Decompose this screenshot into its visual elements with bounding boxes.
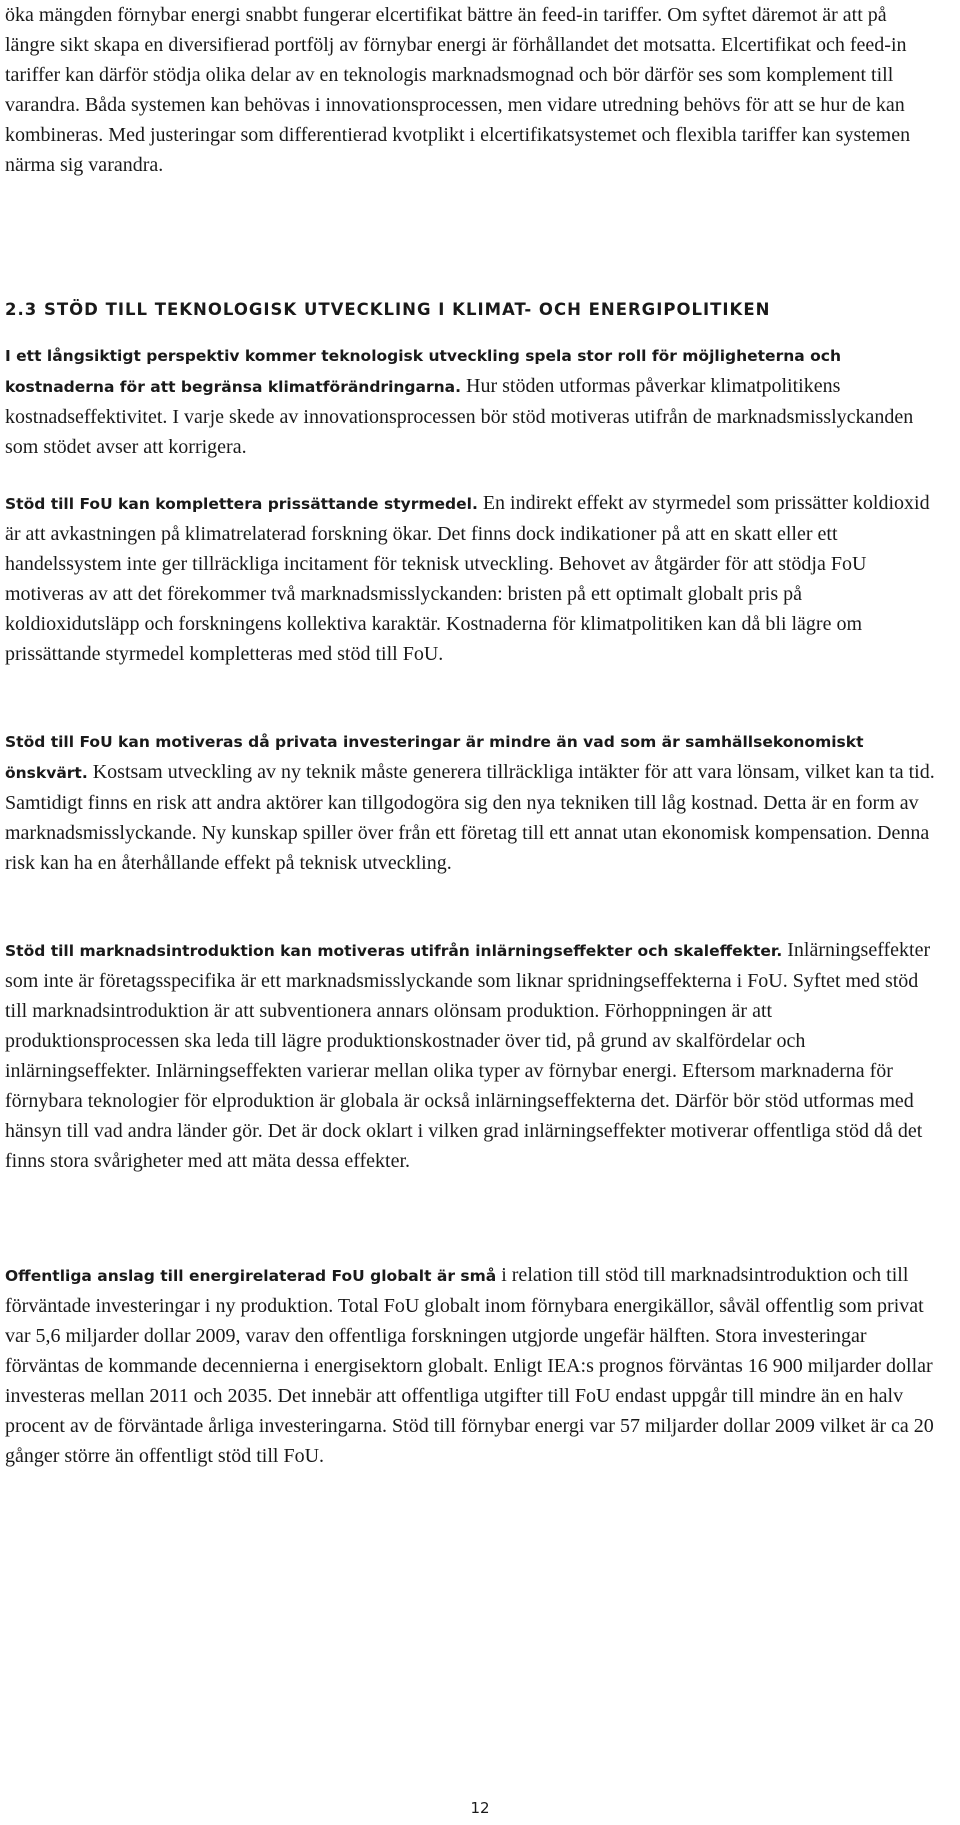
paragraph-long-term-perspective <box>5 340 940 462</box>
paragraph-lead: Stöd till marknadsintroduktion kan motiveras utifrån inlärningseffekter och skaleffekter. <box>5 942 783 960</box>
paragraph-lead: Stöd till FoU kan motiveras då privata investeringar är mindre än vad som är samhällsekonomiskt önskvärt. <box>5 733 864 782</box>
intro-paragraph: öka mängden förnybar energi snabbt fungerar elcertifikat bättre än feed-in tariffer. Om syftet däremot är att på längre sikt skapa en diversifierad portfölj av förnybar energi är förhållandet det motsatta. Elcertifikat och feed-in tariffer kan därför stödja olika delar av en teknologis marknadsmognad och bör därför ses som komplement till varandra. Båda systemen kan behövas i innovationsprocessen, men vidare utredning behövs för att se hur de kan kombineras. Med justeringar som differentierad kvotplikt i elcertifikatsystemet och flexibla tariffer kan systemen närma sig varandra. <box>5 4 911 176</box>
page-number: 12 <box>470 1799 490 1817</box>
paragraph-lead: Offentliga anslag till energirelaterad FoU globalt är små <box>5 1267 497 1285</box>
paragraph-market-introduction <box>5 935 940 1176</box>
paragraph-private-investment <box>5 726 940 878</box>
paragraph-body: Inlärningseffekter som inte är företagsspecifika är ett marknadsmisslyckande som liknar spridningseffekterna i FoU. Syftet med stöd till marknadsintroduktion är att subventionera annars olönsam produktion. Förhoppningen är att produktionsprocessen ska leda till lägre produktionskostnader över tid, på grund av skalfördelar och inlärningseffekter. Inlärningseffekten varierar mellan olika typer av förnybar energi. Eftersom marknaderna för förnybara teknologier för elproduktion är globala är också inlärningseffekterna det. Därför bör stöd utformas med hänsyn till vad andra länder gör. Det är dock oklart i vilken grad inlärningseffekter motiverar offentliga stöd då det finns stora svårigheter med att mäta dessa effekter. <box>5 939 931 1172</box>
paragraph-public-funding <box>5 1260 940 1471</box>
section-heading: 2.3 STÖD TILL TEKNOLOGISK UTVECKLING I KLIMAT- OCH ENERGIPOLITIKEN <box>5 300 771 319</box>
paragraph-body: Kostsam utveckling av ny teknik måste generera tillräckliga intäkter för att vara lönsam, vilket kan ta tid. Samtidigt finns en risk att andra aktörer kan tillgodogöra sig den nya tekniken till låg kostnad. Detta är en form av marknadsmisslyckande. Ny kunskap spiller över från ett företag till ett annat utan ekonomisk kompensation. Denna risk kan ha en återhållande effekt på teknisk utveckling. <box>5 761 935 874</box>
paragraph-fou-complement <box>5 488 940 669</box>
paragraph-body: Hur stöden utformas påverkar klimatpolitikens kostnadseffektivitet. I varje skede av innovationsprocessen bör stöd motiveras utifrån de marknadsmisslyckanden som stödet avser att korrigera. <box>5 375 914 458</box>
paragraph-body: i relation till stöd till marknadsintroduktion och till förväntade investeringar i ny produktion. Total FoU globalt inom förnybara energikällor, såväl offentlig som privat var 5,6 miljarder dollar 2009, varav den offentliga forskningen utgjorde ungefär hälften. Stora investeringar förväntas de kommande decennierna i energisektorn globalt. Enligt IEA:s prognos förväntas 16 900 miljarder dollar investeras mellan 2011 och 2035. Det innebär att offentliga utgifter till FoU endast uppgår till mindre än en halv procent av de förväntade årliga investeringarna. Stöd till förnybar energi var 57 miljarder dollar 2009 vilket är ca 20 gånger större än offentligt stöd till FoU. <box>5 1264 934 1467</box>
paragraph-body: En indirekt effekt av styrmedel som prissätter koldioxid är att avkastningen på klimatrelaterad forskning ökar. Det finns dock indikationer på att en skatt eller ett handelssystem inte ger tillräckliga incitament för teknisk utveckling. Behovet av åtgärder för att stödja FoU motiveras av att det förekommer två marknadsmisslyckanden: bristen på ett optimalt globalt pris på koldioxidutsläpp och forskningens kollektiva karaktär. Kostnaderna för klimatpolitiken kan då bli lägre om prissättande styrmedel kompletteras med stöd till FoU. <box>5 492 930 665</box>
paragraph-lead: Stöd till FoU kan komplettera prissättande styrmedel. <box>5 495 478 513</box>
paragraph-lead: I ett långsiktigt perspektiv kommer teknologisk utveckling spela stor roll för möjligheterna och kostnaderna för att begränsa klimatförändringarna. <box>5 347 841 396</box>
